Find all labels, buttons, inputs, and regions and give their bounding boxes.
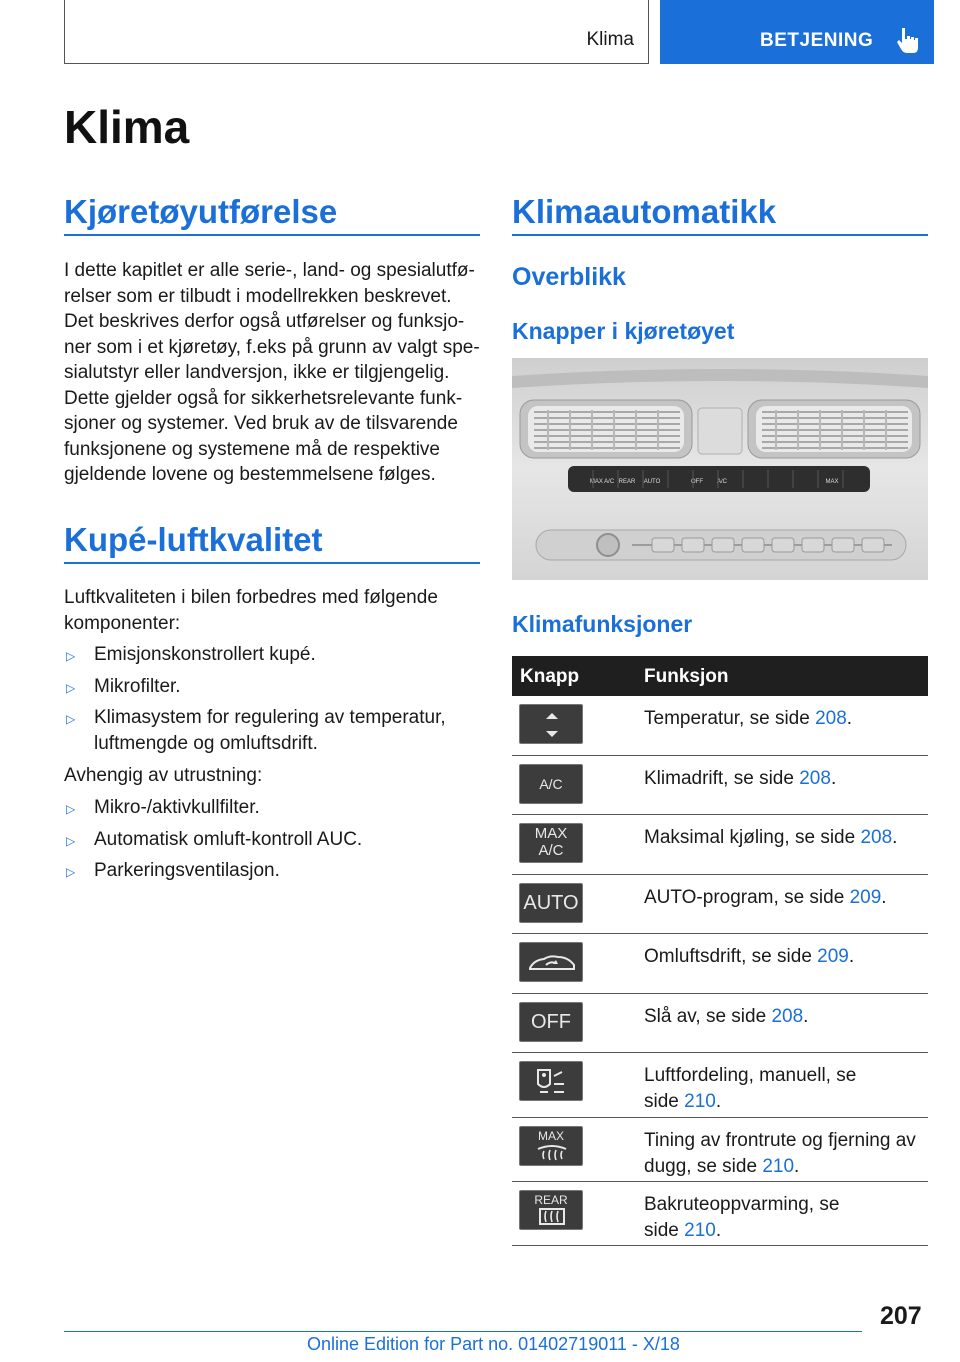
list-item xyxy=(64,858,362,884)
text-line xyxy=(644,825,897,851)
description-text: AUTO-program, se side xyxy=(644,887,850,908)
table-row xyxy=(512,875,928,934)
description-text: Temperatur, se side xyxy=(644,708,816,729)
text-line: komponenter: xyxy=(64,612,181,634)
section-heading-rule xyxy=(64,234,480,236)
description-suffix: . xyxy=(848,946,855,967)
optional-components-list xyxy=(64,795,362,890)
description-suffix: . xyxy=(892,827,898,848)
text-line: relser som er tilbudt i modellrekken beskrevet. xyxy=(64,285,452,307)
text-line: gjeldende lovene og bestemmelsene følges. xyxy=(64,464,436,485)
climate-panel-photo xyxy=(512,358,928,580)
photo-button-label: OFF xyxy=(691,479,703,485)
triangle-bullet-icon: ▷ xyxy=(66,865,76,879)
text-line: sjoner og systemer. Ved bruk av de tilsvarende xyxy=(64,413,458,434)
header-chapter-label: BETJENING xyxy=(760,30,874,51)
section-heading-rule xyxy=(512,234,928,236)
column-header-button: Knapp xyxy=(520,666,580,687)
description-suffix: . xyxy=(846,708,853,729)
pointing-hand-icon xyxy=(896,26,920,54)
table-row xyxy=(512,1053,928,1118)
subheading-climate-functions: Klimafunksjoner xyxy=(512,611,693,637)
vehicle-variant-paragraph xyxy=(64,258,480,488)
page-reference-link[interactable]: 209 xyxy=(849,887,882,908)
text-line: Parkeringsventilasjon. xyxy=(94,860,280,881)
list-item xyxy=(64,674,446,700)
description-text: Klimadrift, se side xyxy=(644,768,800,789)
text-line xyxy=(644,944,854,970)
button-glyph-label: MAX xyxy=(537,1129,564,1143)
footer-rule xyxy=(64,1331,862,1332)
section-heading-rule xyxy=(64,562,480,564)
triangle-bullet-icon: ▷ xyxy=(66,802,76,816)
header-section-box xyxy=(64,0,649,64)
text-line: Mikro-/aktivkullfilter. xyxy=(94,797,260,818)
list-item xyxy=(64,795,362,821)
rear-defrost-icon xyxy=(519,1190,583,1230)
text-line xyxy=(644,1004,808,1030)
air-quality-components-list xyxy=(64,642,446,762)
temperature-arrows-icon xyxy=(519,704,583,744)
photo-button-label: REAR xyxy=(618,479,636,485)
description-text: side xyxy=(644,1219,685,1241)
text-line: Emisjonskonstrollert kupé. xyxy=(94,644,316,665)
function-description xyxy=(644,1004,808,1030)
equipment-dependent-label: Avhengig av utrustning: xyxy=(64,765,263,786)
button-glyph-label: A/C xyxy=(538,842,564,859)
header-section-label: Klima xyxy=(586,29,634,50)
triangle-bullet-icon: ▷ xyxy=(66,680,76,695)
text-line: Klimasystem for regulering av temperatur, xyxy=(94,707,446,728)
description-suffix: . xyxy=(794,1155,800,1177)
table-row xyxy=(512,994,928,1053)
air-distribution-icon xyxy=(519,1061,583,1101)
table-row xyxy=(512,756,928,815)
photo-button-label: MAX xyxy=(825,479,839,485)
page-reference-link[interactable]: 208 xyxy=(799,768,831,789)
description-text: side xyxy=(644,1090,685,1112)
function-description xyxy=(644,1063,856,1114)
description-text: dugg, se side xyxy=(644,1155,763,1177)
button-glyph-label: AUTO xyxy=(523,892,579,914)
button-glyph-label: A/C xyxy=(539,776,563,792)
auto-icon xyxy=(519,883,583,923)
subheading-overview: Overblikk xyxy=(512,263,626,291)
photo-button-label: A/C xyxy=(716,479,728,485)
list-item xyxy=(64,705,446,756)
text-line xyxy=(644,1218,839,1244)
page-reference-link[interactable]: 208 xyxy=(860,827,893,848)
text-line: luftmengde og omluftsdrift. xyxy=(94,732,318,754)
table-row xyxy=(512,696,928,756)
photo-button-label: MAX A/C xyxy=(589,479,615,485)
function-description xyxy=(644,1128,916,1179)
text-line xyxy=(644,1089,856,1115)
function-description xyxy=(644,766,836,792)
function-description xyxy=(644,944,854,970)
triangle-bullet-icon: ▷ xyxy=(66,712,76,726)
page-reference-link[interactable]: 208 xyxy=(815,708,847,729)
text-line xyxy=(644,766,836,792)
button-glyph-label: REAR xyxy=(534,1193,568,1207)
text-line xyxy=(644,885,887,911)
text-line xyxy=(644,1063,856,1089)
description-text: Slå av, se side xyxy=(644,1006,772,1027)
text-line: Det beskrives derfor også utførelser og funksjo- xyxy=(64,311,465,332)
triangle-bullet-icon: ▷ xyxy=(66,649,76,663)
description-suffix: . xyxy=(803,1006,809,1027)
description-text: Bakruteoppvarming, se xyxy=(644,1194,840,1215)
photo-button-label: AUTO xyxy=(643,479,661,485)
list-item xyxy=(64,642,446,668)
table-row xyxy=(512,1118,928,1182)
text-line xyxy=(644,1128,916,1154)
table-header-row xyxy=(512,656,928,696)
button-glyph-label: OFF xyxy=(531,1011,571,1033)
description-text: Luftfordeling, manuell, se xyxy=(644,1065,857,1086)
page-reference-link[interactable]: 210 xyxy=(762,1155,795,1177)
page-reference-link[interactable]: 208 xyxy=(771,1006,804,1027)
air-quality-intro xyxy=(64,585,438,636)
ac-icon xyxy=(519,764,583,804)
off-icon xyxy=(519,1002,583,1042)
function-description xyxy=(644,885,887,911)
text-line xyxy=(644,706,852,732)
description-suffix: . xyxy=(715,1219,722,1241)
function-description xyxy=(644,706,852,732)
description-text: Tining av frontrute og fjerning av xyxy=(644,1130,916,1151)
button-glyph-label: MAX xyxy=(534,825,568,842)
description-text: Omluftsdrift, se side xyxy=(644,946,818,967)
text-line: sialutstyr eller landversjon, ikke er tilgjengelig. xyxy=(64,362,450,383)
description-suffix: . xyxy=(830,768,837,789)
max-ac-icon xyxy=(519,823,583,863)
page-number: 207 xyxy=(880,1302,922,1330)
page-reference-link[interactable]: 210 xyxy=(684,1090,716,1112)
page-reference-link[interactable]: 209 xyxy=(817,946,849,967)
text-line xyxy=(644,1154,916,1180)
recirculation-car-icon xyxy=(519,942,583,982)
text-line: Dette gjelder også for sikkerhetsrelevante funk- xyxy=(64,387,463,409)
function-description xyxy=(644,825,897,851)
footer-edition-text: Online Edition for Part no. 01402719011 - X/18 xyxy=(307,1334,680,1354)
max-defrost-icon xyxy=(519,1126,583,1166)
subheading-buttons-in-vehicle: Knapper i kjøretøyet xyxy=(512,318,735,344)
description-suffix: . xyxy=(715,1090,722,1112)
text-line: Automatisk omluft-kontroll AUC. xyxy=(94,828,363,850)
section-heading-auto-climate: Klimaautomatikk xyxy=(512,193,777,230)
list-item xyxy=(64,827,362,853)
header-chapter-tab[interactable] xyxy=(660,0,934,64)
table-row xyxy=(512,1182,928,1246)
description-suffix: . xyxy=(881,887,887,908)
column-header-function: Funksjon xyxy=(644,666,729,687)
table-row xyxy=(512,934,928,994)
text-line: ner som i et kjøretøy, f.eks på grunn av valgt spe- xyxy=(64,336,480,358)
triangle-bullet-icon: ▷ xyxy=(66,833,76,848)
page-title: Klima xyxy=(64,101,190,153)
climate-functions-table xyxy=(512,656,928,1246)
text-line: Mikrofilter. xyxy=(94,675,181,697)
text-line xyxy=(644,1192,839,1218)
text-line: funksjonene og systemene må de respektive xyxy=(64,438,440,460)
section-heading-cabin-air-quality: Kupé-luftkvalitet xyxy=(64,521,323,558)
table-row xyxy=(512,815,928,875)
function-description xyxy=(644,1192,839,1243)
text-line: I dette kapitlet er alle serie-, land- og spesialutfø- xyxy=(64,260,475,281)
description-text: Maksimal kjøling, se side xyxy=(644,827,861,848)
text-line: Luftkvaliteten i bilen forbedres med følgende xyxy=(64,587,438,608)
page-reference-link[interactable]: 210 xyxy=(684,1219,716,1241)
section-heading-vehicle-variant: Kjøretøyutførelse xyxy=(64,193,338,230)
